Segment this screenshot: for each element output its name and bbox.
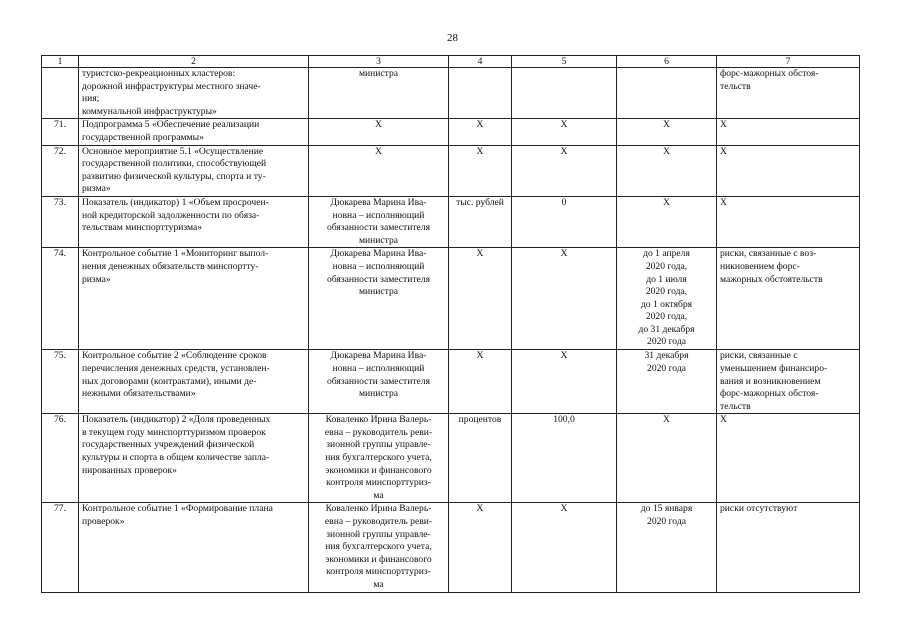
column-header: 1 <box>42 56 79 68</box>
row-risks <box>717 350 860 414</box>
row-name <box>79 119 309 145</box>
row-number-text: 72. <box>54 145 66 157</box>
row-unit-text: процентов <box>458 414 502 426</box>
row-risks <box>717 503 860 592</box>
row-risks-text: риски, связанные с воз- никновением форс- мажорных обстоятельств <box>720 248 823 285</box>
row-number <box>42 350 79 414</box>
row-risks <box>717 414 860 503</box>
row-value <box>512 248 617 350</box>
row-responsible <box>309 503 449 592</box>
row-deadline-text: X <box>663 119 670 131</box>
row-unit-text: X <box>476 503 484 515</box>
column-header: 6 <box>617 56 717 68</box>
row-deadline-text: X <box>663 196 670 208</box>
row-value <box>512 68 617 119</box>
row-number-text: 76. <box>54 414 66 426</box>
row-responsible-text: Коваленко Ирина Валерь- евна – руководитель реви- зионной группы управле- ния бухгалтерского учета, экономики и финансового контроля минспорттуриз- ма <box>324 503 433 590</box>
table-body <box>42 68 860 593</box>
row-value-text: 0 <box>561 196 567 208</box>
row-risks <box>717 248 860 350</box>
row-number-text: 74. <box>54 248 66 260</box>
row-responsible-text: X <box>375 119 382 131</box>
row-name-text: Основное мероприятие 5.1 «Осуществление государственной политики, способствующей развитию физической культуры, спорта и ту- ризма» <box>82 145 267 195</box>
row-value-text: 100,0 <box>553 414 575 426</box>
row-unit-text: X <box>476 248 484 260</box>
row-value <box>512 503 617 592</box>
row-unit <box>449 350 512 414</box>
row-risks-text: X <box>720 119 727 131</box>
row-name <box>79 248 309 350</box>
row-deadline <box>617 503 717 592</box>
row-deadline-text: X <box>663 414 670 426</box>
row-risks-text: форс-мажорных обстоя- тельств <box>720 68 819 92</box>
row-name-text: Показатель (индикатор) 1 «Объем просрочен- ной кредиторской задолженности по обяза- тельствам минспорттуризма» <box>82 196 269 234</box>
row-risks-text: X <box>720 414 727 426</box>
table-row <box>42 68 860 119</box>
row-responsible-text: министра <box>358 68 399 79</box>
row-value <box>512 145 617 196</box>
row-name <box>79 503 309 592</box>
row-risks-text: риски отсутствуют <box>720 503 798 515</box>
row-deadline <box>617 248 717 350</box>
row-number <box>42 414 79 503</box>
row-name-text: Подпрограмма 5 «Обеспечение реализации государственной программы» <box>82 119 260 143</box>
row-name-text: Показатель (индикатор) 2 «Доля проведенных в текущем году минспорттуризмом проверок государственных учреждений физической культуры и спорта в общем количестве запла- нированных проверок» <box>82 414 271 476</box>
row-risks-text: X <box>720 196 727 208</box>
row-unit <box>449 414 512 503</box>
row-responsible <box>309 414 449 503</box>
column-header-row <box>42 56 860 68</box>
row-responsible <box>309 145 449 196</box>
row-deadline <box>617 119 717 145</box>
page-number: 28 <box>447 32 458 44</box>
row-value <box>512 196 617 247</box>
row-number-text: 75. <box>54 350 66 362</box>
column-header: 2 <box>79 56 309 68</box>
row-risks <box>717 196 860 247</box>
row-unit <box>449 119 512 145</box>
row-unit <box>449 503 512 592</box>
table-row <box>42 414 860 503</box>
row-value <box>512 119 617 145</box>
row-value <box>512 414 617 503</box>
row-number-text: 73. <box>54 196 66 208</box>
row-responsible <box>309 68 449 119</box>
row-value-text: X <box>560 119 568 131</box>
row-responsible-text: Дюкарева Марина Ива- новна – исполняющий обязанности заместителя министра <box>326 350 431 400</box>
table-row <box>42 196 860 247</box>
row-deadline <box>617 196 717 247</box>
column-header: 4 <box>449 56 512 68</box>
row-responsible <box>309 196 449 247</box>
row-deadline <box>617 145 717 196</box>
row-risks <box>717 68 860 119</box>
row-unit-text: тыс. рублей <box>456 196 504 208</box>
row-unit-text: X <box>476 350 484 362</box>
row-risks <box>717 119 860 145</box>
row-name-text: Контрольное событие 2 «Соблюдение сроков перечисления денежных средств, установлен- ных договорами (контрактами), иными де- нежными обязательствами» <box>82 350 270 400</box>
row-unit-text: X <box>476 119 484 131</box>
row-risks <box>717 145 860 196</box>
row-value-text: X <box>560 248 568 260</box>
row-responsible <box>309 350 449 414</box>
row-name <box>79 414 309 503</box>
row-responsible <box>309 119 449 145</box>
row-name <box>79 68 309 119</box>
row-value-text: X <box>560 145 568 157</box>
row-deadline <box>617 350 717 414</box>
row-value-text: X <box>560 350 568 362</box>
table-row <box>42 145 860 196</box>
plan-table <box>41 55 860 593</box>
row-risks-text: X <box>720 145 727 157</box>
row-name <box>79 350 309 414</box>
row-value-text: X <box>560 503 568 515</box>
table-row <box>42 350 860 414</box>
row-deadline <box>617 414 717 503</box>
row-deadline-text: X <box>663 145 670 157</box>
row-number <box>42 248 79 350</box>
row-responsible-text: Дюкарева Марина Ива- новна – исполняющий обязанности заместителя министра <box>326 196 431 246</box>
row-name-text: Контрольное событие 1 «Мониторинг выпол- нения денежных обязательств минспортту- ризма» <box>82 248 269 285</box>
row-unit <box>449 196 512 247</box>
row-deadline-text: до 15 января 2020 года <box>640 503 693 528</box>
row-responsible <box>309 248 449 350</box>
row-unit <box>449 145 512 196</box>
row-deadline-text: до 1 апреля 2020 года, до 1 июля 2020 года, до 1 октября 2020 года, до 31 декабря 2020 года <box>638 248 695 348</box>
row-number <box>42 68 79 119</box>
row-name-text: туристско-рекреационных кластеров: дорожной инфраструктуры местного значе- ния; коммунальной инфраструктуры» <box>82 68 261 117</box>
row-risks-text: риски, связанные с уменьшением финансиро- вания и возникновением форс-мажорных обстоя- тельств <box>720 350 828 412</box>
table-row <box>42 503 860 592</box>
row-number <box>42 503 79 592</box>
row-name-text: Контрольное событие 1 «Формирование плана проверок» <box>82 503 273 528</box>
row-number-text: 71. <box>54 119 66 131</box>
row-unit <box>449 248 512 350</box>
row-responsible-text: X <box>375 145 382 157</box>
row-number <box>42 119 79 145</box>
row-responsible-text: Коваленко Ирина Валерь- евна – руководитель реви- зионной группы управле- ния бухгалтерского учета, экономики и финансового контроля минспорттуриз- ма <box>324 414 433 501</box>
row-deadline-text: 31 декабря 2020 года <box>644 350 689 374</box>
row-unit-text: X <box>476 145 484 157</box>
row-name <box>79 145 309 196</box>
column-header: 7 <box>717 56 860 68</box>
table-row <box>42 248 860 350</box>
row-unit <box>449 68 512 119</box>
row-number <box>42 196 79 247</box>
row-responsible-text: Дюкарева Марина Ива- новна – исполняющий обязанности заместителя министра <box>326 248 431 298</box>
row-value <box>512 350 617 414</box>
column-header: 5 <box>512 56 617 68</box>
row-number <box>42 145 79 196</box>
row-deadline <box>617 68 717 119</box>
row-name <box>79 196 309 247</box>
table-row <box>42 119 860 145</box>
column-header: 3 <box>309 56 449 68</box>
row-number-text: 77. <box>54 503 66 515</box>
